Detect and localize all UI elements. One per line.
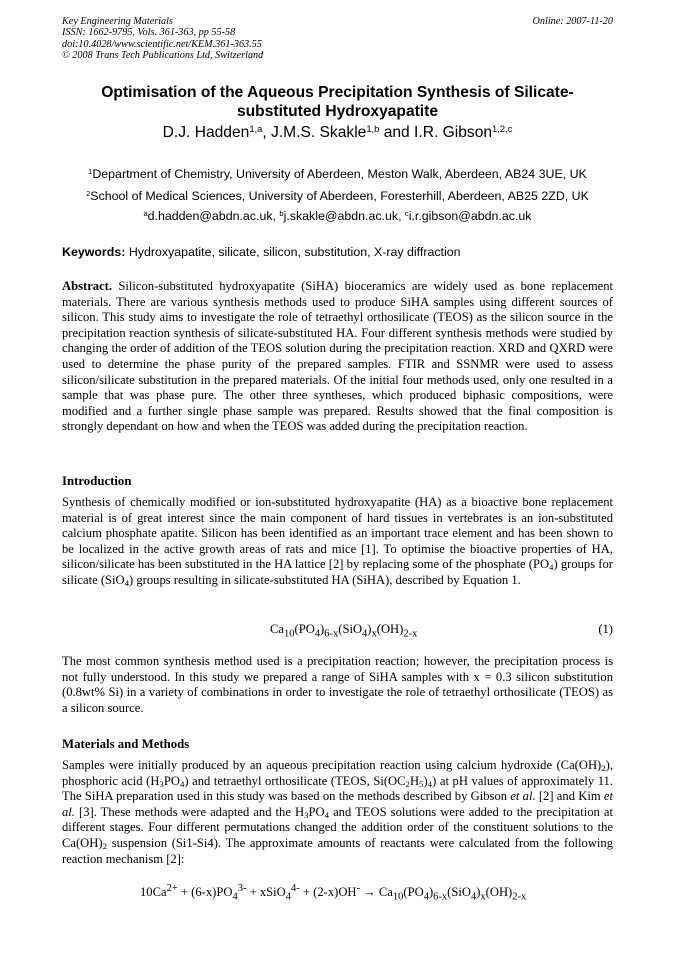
affiliation-text: Department of Chemistry, University of Aberdeen, Meston Walk, Aberdeen, AB24 3UE, UK: [92, 167, 587, 181]
author-affiliation-mark: 1,a: [249, 123, 263, 134]
paragraph-text: and TEOS solutions were added to the precipitation at different stages. Four different permutations changed the addition order of the constituent solutions to the Ca(OH): [62, 804, 613, 850]
subscript: 3: [159, 778, 164, 789]
formula-part: (OH): [376, 622, 404, 636]
subscript: 4: [324, 809, 330, 820]
email-list: [62, 209, 613, 224]
affiliation-text: School of Medical Sciences, University of Aberdeen, Foresterhill, Aberdeen, AB25 2ZD, UK: [90, 189, 589, 203]
author-name: D.J. Hadden: [162, 124, 250, 141]
email-mark: a: [143, 208, 148, 218]
italic-text: et al.: [510, 789, 536, 804]
paper-title: Optimisation of the Aqueous Precipitation Synthesis of Silicate-substituted Hydroxyapatite: [101, 84, 574, 120]
introduction-paragraph: [62, 495, 613, 589]
subscript: 3: [304, 809, 309, 820]
journal-name: Key Engineering Materials: [62, 16, 173, 27]
author-affiliation-mark: 1,b: [366, 123, 380, 134]
abstract-label: Abstract.: [62, 279, 113, 293]
email-address[interactable]: d.hadden@abdn.ac.uk,: [147, 209, 280, 223]
subscript: 4: [427, 778, 433, 789]
formula-part: + xSiO: [246, 885, 286, 900]
formula-part: Ca: [270, 622, 284, 636]
paragraph-text: suspension (Si1-Si4). The approximate amounts of reactants were calculated from the following reaction mechanism [2]:: [62, 835, 613, 866]
paragraph-text: H: [409, 773, 420, 788]
paragraph-text: [3]. These methods were adapted and the H: [74, 804, 305, 819]
email-address[interactable]: j.skakle@abdn.ac.uk,: [283, 209, 405, 223]
subscript: x: [480, 891, 486, 903]
superscript: 4-: [291, 883, 300, 894]
email-address[interactable]: i.r.gibson@abdn.ac.uk: [408, 209, 532, 223]
formula-part: ): [320, 622, 325, 636]
copyright-line: © 2008 Trans Tech Publications Ltd, Switzerland: [62, 49, 264, 61]
author-list: [62, 124, 613, 142]
issn-line: ISSN: 1662-9795, Vols. 361-363, pp 55-58: [62, 27, 236, 39]
superscript: 2+: [166, 883, 178, 894]
paragraph-text: Synthesis of chemically modified or ion-substituted hydroxyapatite (HA) as a bioactive bone replacement material is of great interest since the main component of hard tissues in vertebrates is an ion-substituted calcium phosphate apatite. Silicon has been identified as an important trace element and has been shown to be localized in the active growth areas of rats and mice [1]. To optimise the bioactive properties of HA, silicon/silicate has been substituted in the HA lattice [2] by replacing some of the phosphate (PO: [62, 495, 613, 572]
author-separator: ,: [262, 124, 272, 141]
subscript: 2: [102, 841, 107, 852]
subscript: 4: [124, 578, 130, 589]
formula-part: + (6-x)PO: [177, 885, 233, 900]
reaction-equation: [140, 881, 526, 905]
affiliation-mark: 1: [88, 166, 93, 176]
subscript: 4: [362, 628, 368, 640]
subscript: 4: [285, 891, 291, 903]
subscript: 2: [601, 763, 606, 774]
subscript: 4: [232, 891, 238, 903]
superscript: -: [356, 883, 361, 894]
subscript: 2: [405, 778, 410, 789]
equation-formula: [270, 622, 417, 642]
abstract-text: Silicon-substituted hydroxyapatite (SiHA) bioceramics are widely used as bone replacement materials. There are various synthesis methods used to produce SiHA samples using different sources of silicon. This study aims to investigate the role of tetraethyl orthosilicate (TEOS) as the silicon source in the precipitation reaction synthesis of silicate-substituted HA. Four different synthesis methods were studied by changing the order of addition of the TEOS solution during the precipitation reaction. XRD and QXRD were used to determine the phase purity of the prepared samples. FTIR and SSNMR were used to assess silicon/silicate substitution in the prepared materials. Of the initial four methods used, only one resulted in a sample that was phase pure. The other three syntheses, which produced biphasic compositions, were modified and a further single phase sample was prepared. Results showed that the final composition is strongly dependant on how and when the TEOS was added during the precipitation reaction.: [62, 279, 613, 434]
subscript: 4: [423, 891, 429, 903]
formula-part: (PO: [294, 622, 315, 636]
paragraph-text: PO: [308, 804, 325, 819]
methods-paragraph: [62, 758, 613, 867]
affiliation: [62, 167, 613, 182]
subscript: 2-x: [403, 628, 418, 640]
abstract: [62, 279, 613, 435]
author-affiliation-mark: 1,2,c: [492, 123, 513, 134]
reaction-arrow: →: [360, 885, 379, 900]
paragraph-text: [2] and Kim: [535, 789, 604, 804]
subscript: 4: [549, 562, 554, 573]
email-mark: b: [279, 208, 284, 218]
paragraph-text: ) and tetraethyl orthosilicate (TEOS, Si(OC: [184, 773, 406, 788]
affiliation: [62, 189, 613, 204]
email-mark: c: [404, 208, 409, 218]
formula-part: (PO: [403, 885, 424, 900]
introduction-paragraph: The most common synthesis method used is a precipitation reaction; however, the precipitation process is not fully understood. In this study we prepared a range of SiHA samples with x = 0.3 silicon substitution (0.8wt% Si) in a variety of combinations in order to investigate the role of tetraethyl orthosilicate (TEOS) as a silicon source.: [62, 654, 613, 715]
formula-part: Ca: [378, 885, 393, 900]
formula-part: ): [367, 622, 372, 636]
subscript: 10: [284, 628, 295, 640]
formula-part: + (2-x)OH: [299, 885, 357, 900]
keywords-label: Keywords:: [62, 245, 126, 259]
journal-header: [62, 16, 263, 61]
subscript: 6-x: [324, 628, 339, 640]
paragraph-text: ) groups resulting in silicate-substituted HA (SiHA), described by Equation 1.: [129, 572, 521, 587]
paragraph-text: ) at pH values of approximately 11. The SiHA preparation used in this study was based on the methods described by Gibson: [62, 773, 613, 804]
subscript: 5: [419, 778, 424, 789]
formula-part: (SiO: [338, 622, 363, 636]
paragraph-text: ): [423, 773, 428, 788]
section-heading-materials-methods: Materials and Methods: [62, 737, 190, 751]
doi-line: doi:10.4028/www.scientific.net/KEM.361-363.55: [62, 38, 262, 50]
formula-part: (OH): [485, 885, 513, 900]
paragraph-text: Samples were initially produced by an aqueous precipitation reaction using calcium hydroxide (Ca(OH): [62, 758, 602, 772]
paragraph-text: PO: [163, 773, 180, 788]
keywords-text: Hydroxyapatite, silicate, silicon, substitution, X-ray diffraction: [128, 245, 461, 259]
affiliation-mark: 2: [86, 188, 91, 198]
formula-part: (SiO: [447, 885, 471, 900]
subscript: 2-x: [512, 891, 527, 903]
subscript: 6-x: [433, 891, 448, 903]
subscript: x: [371, 628, 377, 640]
subscript: 4: [314, 628, 321, 640]
formula-part: ): [476, 885, 481, 900]
paragraph-text: ), phosphoric acid (H: [62, 758, 613, 788]
paragraph-text: ) groups for silicate (SiO: [62, 557, 613, 587]
italic-text: et al.: [62, 789, 613, 819]
author-separator: and: [379, 124, 415, 141]
equation-number: (1): [598, 622, 613, 636]
subscript: 10: [392, 891, 404, 903]
formula-part: 10Ca: [140, 885, 167, 900]
subscript: 4: [470, 891, 477, 903]
online-date: Online: 2007-11-20: [532, 16, 613, 27]
superscript: 3-: [237, 883, 247, 894]
subscript: 4: [179, 778, 185, 789]
section-heading-introduction: Introduction: [62, 474, 132, 488]
author-name: J.M.S. Skakle: [271, 124, 367, 141]
formula-part: ): [428, 885, 434, 900]
author-name: I.R. Gibson: [414, 124, 493, 141]
keywords: [62, 245, 622, 260]
